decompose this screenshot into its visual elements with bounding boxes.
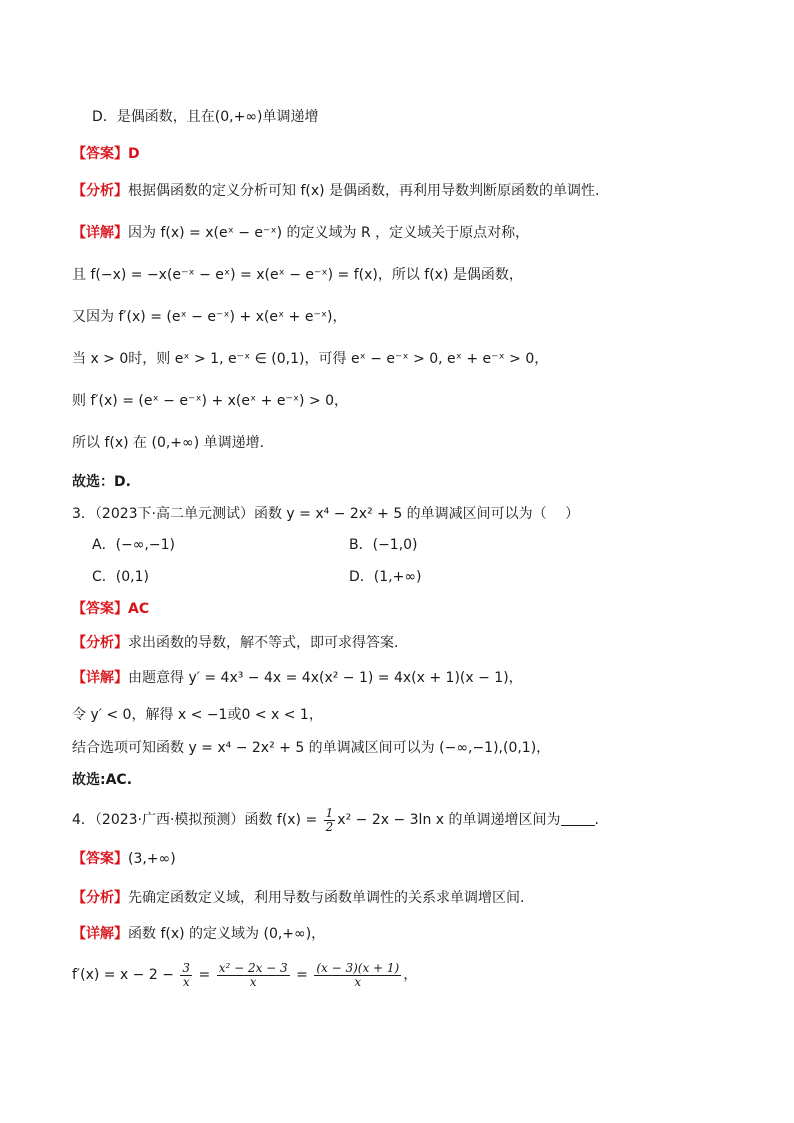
analysis-text: 先确定函数定义域，利用导数与函数单调性的关系求单调增区间. <box>128 890 525 906</box>
answer-row <box>72 598 734 620</box>
detail-line: 且 f(−x) = −x(e⁻ˣ − eˣ) = x(eˣ − e⁻ˣ) = f(x)，所以 f(x) 是偶函数， <box>72 267 523 283</box>
analysis-tag: 【分析】 <box>72 890 128 906</box>
option-d: D．(1,+∞) <box>349 569 422 585</box>
option-d <box>92 106 734 128</box>
choice-line: 故选:AC. <box>72 772 133 788</box>
detail-line: 令 y′ < 0，解得 x < −1或0 < x < 1， <box>72 707 323 723</box>
derivative-end: ， <box>403 967 418 983</box>
detail-row <box>72 667 734 689</box>
detail-tag: 【详解】 <box>72 225 128 241</box>
answer-blank <box>561 811 595 826</box>
derivative-lhs: f′(x) = x − 2 − <box>72 967 179 983</box>
detail-tag: 【详解】 <box>72 670 128 686</box>
analysis-row <box>72 887 734 909</box>
option-a: A．(−∞,−1) <box>92 537 175 553</box>
answer-row <box>72 143 734 165</box>
detail-line: 当 x > 0时，则 eˣ > 1, e⁻ˣ ∈ (0,1)，可得 eˣ − e⁻ˣ > 0, eˣ + e⁻ˣ > 0， <box>72 351 549 367</box>
detail-line: 函数 f(x) 的定义域为 (0,+∞)， <box>128 926 326 942</box>
analysis-text: 求出函数的导数，解不等式，即可求得答案. <box>128 635 399 651</box>
detail-line: 结合选项可知函数 y = x⁴ − 2x² + 5 的单调减区间可以为 (−∞,−1),(0,1)， <box>72 740 551 756</box>
option-b: B．(−1,0) <box>349 537 418 553</box>
fraction-factored: $\frac{(x - 3)(x + 1)}{x}$ <box>316 960 400 989</box>
analysis-row <box>72 180 734 202</box>
analysis-tag: 【分析】 <box>72 183 128 199</box>
answer-value: AC <box>128 601 150 617</box>
option-d-text: D．是偶函数，且在(0,+∞)单调递增 <box>92 109 319 125</box>
answer-row <box>72 848 734 870</box>
answer-tag: 【答案】 <box>72 146 128 162</box>
question-4-stem <box>72 805 734 835</box>
detail-line: 由题意得 y′ = 4x³ − 4x = 4x(x² − 1) = 4x(x + 1)(x − 1)， <box>128 670 523 686</box>
answer-value: (3,+∞) <box>128 851 176 867</box>
question-3-stem: 3．（2023下·高二单元测试）函数 y = x⁴ − 2x² + 5 的单调减区间可以为（ ） <box>72 506 580 522</box>
analysis-row <box>72 632 734 654</box>
detail-tag: 【详解】 <box>72 926 128 942</box>
analysis-tag: 【分析】 <box>72 635 128 651</box>
stem-suffix: x² − 2x − 3ln x 的单调递增区间为 <box>337 812 561 828</box>
derivative-line: f′(x) = x − 2 − $\frac{3}{x}$ = $\frac{\text{x² − 2x − 3}}{x}$ = $\frac{(x - 3)(x + 1)}{x}$ ， <box>72 960 418 989</box>
detail-row <box>72 923 734 945</box>
fraction-3-over-x: $\frac{3}{x}$ <box>182 960 191 989</box>
answer-tag: 【答案】 <box>72 601 128 617</box>
detail-line: 又因为 f′(x) = (eˣ − e⁻ˣ) + x(eˣ + e⁻ˣ)， <box>72 309 347 325</box>
answer-tag: 【答案】 <box>72 851 128 867</box>
detail-row <box>72 222 734 244</box>
detail-line: 所以 f(x) 在 (0,+∞) 单调递增. <box>72 435 265 451</box>
stem-prefix: 4．（2023·广西·模拟预测）函数 f(x) = <box>72 812 322 828</box>
detail-line: 因为 f(x) = x(eˣ − e⁻ˣ) 的定义域为 R ，定义域关于原点对称， <box>128 225 530 241</box>
option-c: C．(0,1) <box>92 569 149 585</box>
fraction-half: $\frac{1}{2}$ <box>325 805 334 834</box>
choice-line: 故选：D. <box>72 474 131 490</box>
analysis-text: 根据偶函数的定义分析可知 f(x) 是偶函数，再利用导数判断原函数的单调性. <box>128 183 600 199</box>
stem-end: . <box>594 812 599 828</box>
fraction-expanded: $\frac{\text{x² − 2x − 3}}{x}$ <box>218 960 288 989</box>
answer-value: D <box>128 146 140 162</box>
detail-line: 则 f′(x) = (eˣ − e⁻ˣ) + x(eˣ + e⁻ˣ) > 0， <box>72 393 349 409</box>
